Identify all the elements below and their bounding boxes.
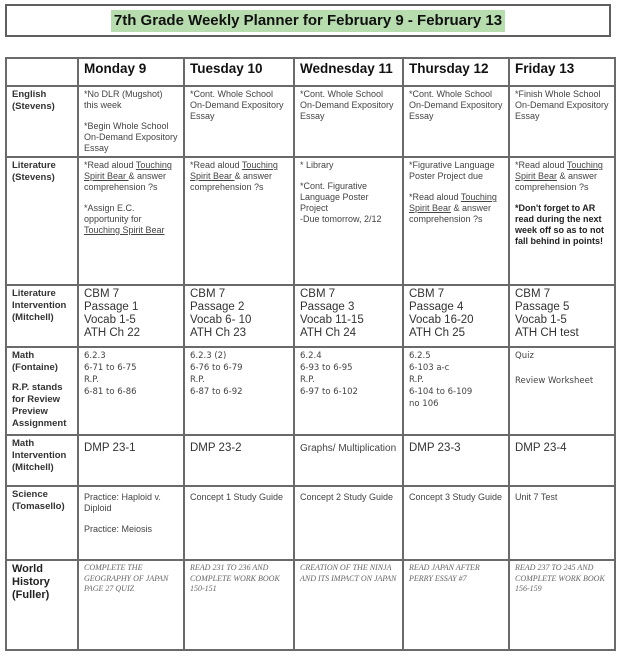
subject-name: Literature — [12, 288, 56, 299]
cell-lit-intervention-wednesday — [294, 285, 403, 347]
subject-note: Preview — [12, 406, 48, 417]
cell-science-tuesday — [184, 486, 294, 560]
cell-science-monday — [78, 486, 184, 560]
teacher-name: (Mitchell) — [12, 312, 54, 323]
row-literature — [6, 157, 615, 285]
note-text: & answer comprehension ?s — [190, 171, 273, 192]
row-literature-intervention — [6, 285, 615, 347]
cell-note: *No DLR (Mugshot) this week — [84, 89, 163, 110]
cell-line: Passage 4 — [409, 301, 464, 313]
cell-science-thursday — [403, 486, 509, 560]
cell-line: CBM 7 — [84, 288, 120, 300]
cell-note: Unit 7 Test — [515, 492, 558, 502]
cell-note: Practice: Meiosis — [84, 524, 153, 534]
cell-line: 6-71 to 6-75 — [84, 363, 137, 373]
cell-note: *Cont. Whole School On-Demand Expository Essay — [300, 89, 394, 121]
cell-note: *Cont. Whole School On-Demand Expository Essay — [190, 89, 284, 121]
cell-note — [409, 192, 503, 225]
day-header-wednesday: Wednesday 11 — [294, 58, 403, 86]
day-header-friday: Friday 13 — [509, 58, 615, 86]
cell-note: Practice: Haploid v. Diploid — [84, 492, 161, 513]
cell-literature-thursday — [403, 157, 509, 285]
cell-line: 6-103 a-c — [409, 363, 450, 373]
teacher-name: (Fontaine) — [12, 362, 58, 373]
cell-math-intervention-wednesday: Graphs/ Multiplication — [294, 435, 403, 486]
cell-line: 6-81 to 6-86 — [84, 387, 137, 397]
cell-line: CBM 7 — [409, 288, 445, 300]
subject-name: Math — [12, 350, 35, 361]
cell-literature-tuesday — [184, 157, 294, 285]
note-text: & answer comprehension ?s — [515, 171, 598, 192]
book-title: Touching Spirit Bear — [84, 225, 165, 235]
teacher-name: (Mitchell) — [12, 462, 54, 473]
day-header-tuesday: Tuesday 10 — [184, 58, 294, 86]
note-text: *Read aloud — [84, 160, 136, 170]
note-text: & answer comprehension ?s — [84, 171, 167, 192]
cell-note: *Finish Whole School On-Demand Expository Essay — [515, 89, 609, 121]
page-title: 7th Grade Weekly Planner for February 9 - February 13 — [111, 10, 505, 32]
subject-science — [6, 486, 78, 560]
cell-english-tuesday — [184, 86, 294, 157]
book-title: Touching Spirit Bear — [84, 160, 172, 181]
cell-math-monday — [78, 347, 184, 435]
row-science — [6, 486, 615, 560]
note-text: & answer comprehension ?s — [409, 203, 492, 224]
cell-note: *Cont. Whole School On-Demand Expository Essay — [409, 89, 503, 121]
cell-line: ATH Ch 25 — [409, 327, 466, 339]
cell-english-monday — [78, 86, 184, 157]
cell-line: ATH Ch 22 — [84, 327, 141, 339]
subject-name: Intervention — [12, 300, 67, 311]
cell-note — [84, 203, 178, 236]
header-row — [6, 58, 615, 86]
cell-lit-intervention-monday — [78, 285, 184, 347]
cell-line: Quiz — [515, 351, 534, 361]
book-title: Touching Spirit Bear — [409, 192, 497, 213]
row-world-history — [6, 560, 615, 650]
cell-line: 6.2.5 — [409, 351, 431, 361]
teacher-name: (Fuller) — [12, 589, 50, 601]
title-box — [5, 4, 611, 37]
cell-note — [515, 160, 609, 193]
note-text: *Assign E.C. opportunity for — [84, 203, 142, 224]
cell-line: 6-87 to 6-92 — [190, 387, 243, 397]
cell-note — [300, 181, 397, 225]
cell-line: ATH CH test — [515, 327, 579, 339]
cell-line: 6.2.3 — [84, 351, 106, 361]
cell-line: Passage 5 — [515, 301, 570, 313]
subject-note: Assignment — [12, 418, 67, 429]
cell-math-wednesday — [294, 347, 403, 435]
book-title: Touching Spirit Bear — [515, 160, 603, 181]
cell-line: CBM 7 — [300, 288, 336, 300]
teacher-name: (Stevens) — [12, 172, 55, 183]
cell-line: R.P. — [190, 375, 205, 385]
subject-name: History — [12, 576, 50, 588]
cell-line: Vocab 6- 10 — [190, 314, 252, 326]
subject-name: Science — [12, 489, 48, 500]
cell-math-intervention-thursday: DMP 23-3 — [403, 435, 509, 486]
note-text: -Due tomorrow, 2/12 — [300, 214, 382, 224]
cell-world-history-friday: READ 237 TO 245 AND COMPLETE WORK BOOK 156-159 — [509, 560, 615, 650]
cell-science-wednesday — [294, 486, 403, 560]
cell-lit-intervention-tuesday — [184, 285, 294, 347]
cell-science-friday — [509, 486, 615, 560]
subject-english — [6, 86, 78, 157]
cell-math-intervention-tuesday: DMP 23-2 — [184, 435, 294, 486]
cell-line: R.P. — [84, 375, 99, 385]
subject-name: Literature — [12, 160, 56, 171]
subject-literature-intervention — [6, 285, 78, 347]
cell-world-history-thursday: READ JAPAN AFTER PERRY ESSAY #7 — [403, 560, 509, 650]
cell-line: R.P. — [300, 375, 315, 385]
subject-note: R.P. stands — [12, 382, 63, 393]
cell-lit-intervention-thursday — [403, 285, 509, 347]
row-math — [6, 347, 615, 435]
note-text: *Read aloud — [409, 192, 461, 202]
cell-literature-friday — [509, 157, 615, 285]
teacher-name: (Stevens) — [12, 101, 55, 112]
cell-note: Concept 2 Study Guide — [300, 492, 394, 502]
subject-name: World — [12, 563, 43, 575]
reminder-note: *Don't forget to AR read during the next week off so as to not fall behind in points! — [515, 203, 605, 246]
cell-line: 6.2.3 (2) — [190, 351, 227, 361]
cell-line: 6-97 to 6-102 — [300, 387, 358, 397]
cell-math-friday — [509, 347, 615, 435]
cell-note: *Figurative Language Poster Project due — [409, 160, 495, 181]
cell-math-intervention-monday: DMP 23-1 — [78, 435, 184, 486]
cell-line: Passage 3 — [300, 301, 355, 313]
cell-line: 6-93 to 6-95 — [300, 363, 353, 373]
book-title: Touching Spirit Bear — [190, 160, 278, 181]
subject-name: English — [12, 89, 47, 100]
cell-math-intervention-friday: DMP 23-4 — [509, 435, 615, 486]
cell-math-tuesday — [184, 347, 294, 435]
subject-math-intervention — [6, 435, 78, 486]
cell-line: Passage 1 — [84, 301, 139, 313]
cell-english-thursday — [403, 86, 509, 157]
subject-literature — [6, 157, 78, 285]
cell-note: Concept 1 Study Guide — [190, 492, 284, 502]
cell-line: Passage 2 — [190, 301, 245, 313]
corner-cell — [6, 58, 78, 86]
cell-line: 6-76 to 6-79 — [190, 363, 243, 373]
cell-english-friday — [509, 86, 615, 157]
row-english — [6, 86, 615, 157]
day-header-monday: Monday 9 — [78, 58, 184, 86]
cell-line: Review Worksheet — [515, 376, 594, 386]
cell-line: Vocab 1-5 — [84, 314, 136, 326]
cell-line: Vocab 16-20 — [409, 314, 474, 326]
cell-line: CBM 7 — [190, 288, 226, 300]
cell-line: no 106 — [409, 399, 439, 409]
cell-literature-monday — [78, 157, 184, 285]
cell-lit-intervention-friday — [509, 285, 615, 347]
subject-math — [6, 347, 78, 435]
cell-line: Vocab 11-15 — [300, 314, 364, 326]
cell-line: R.P. — [409, 375, 424, 385]
cell-note: Concept 3 Study Guide — [409, 492, 503, 502]
cell-line: Vocab 1-5 — [515, 314, 567, 326]
cell-note: * Library — [300, 160, 334, 170]
cell-literature-wednesday — [294, 157, 403, 285]
note-text: *Cont. Figurative Language Poster Project — [300, 181, 369, 213]
subject-name: Math — [12, 438, 35, 449]
cell-line: 6-104 to 6-109 — [409, 387, 473, 397]
note-text: *Read aloud — [190, 160, 242, 170]
cell-world-history-wednesday: CREATION OF THE NINJA AND ITS IMPACT ON JAPAN — [294, 560, 403, 650]
cell-line: ATH Ch 23 — [190, 327, 247, 339]
subject-world-history — [6, 560, 78, 650]
day-header-thursday: Thursday 12 — [403, 58, 509, 86]
cell-note — [190, 160, 288, 193]
row-math-intervention — [6, 435, 615, 486]
teacher-name: (Tomasello) — [12, 501, 65, 512]
cell-english-wednesday — [294, 86, 403, 157]
note-text: *Read aloud — [515, 160, 567, 170]
cell-note — [84, 160, 178, 193]
subject-name: Intervention — [12, 450, 67, 461]
weekly-planner-table — [5, 57, 616, 651]
cell-line: ATH Ch 24 — [300, 327, 357, 339]
subject-note: for Review — [12, 394, 61, 405]
cell-world-history-monday: COMPLETE THE GEOGRAPHY OF JAPAN PAGE 27 QUIZ — [78, 560, 184, 650]
cell-line: 6.2.4 — [300, 351, 322, 361]
cell-note: *Begin Whole School On-Demand Expository Essay — [84, 121, 178, 153]
cell-math-thursday — [403, 347, 509, 435]
cell-world-history-tuesday: READ 231 TO 236 AND COMPLETE WORK BOOK 150-151 — [184, 560, 294, 650]
cell-line: CBM 7 — [515, 288, 551, 300]
